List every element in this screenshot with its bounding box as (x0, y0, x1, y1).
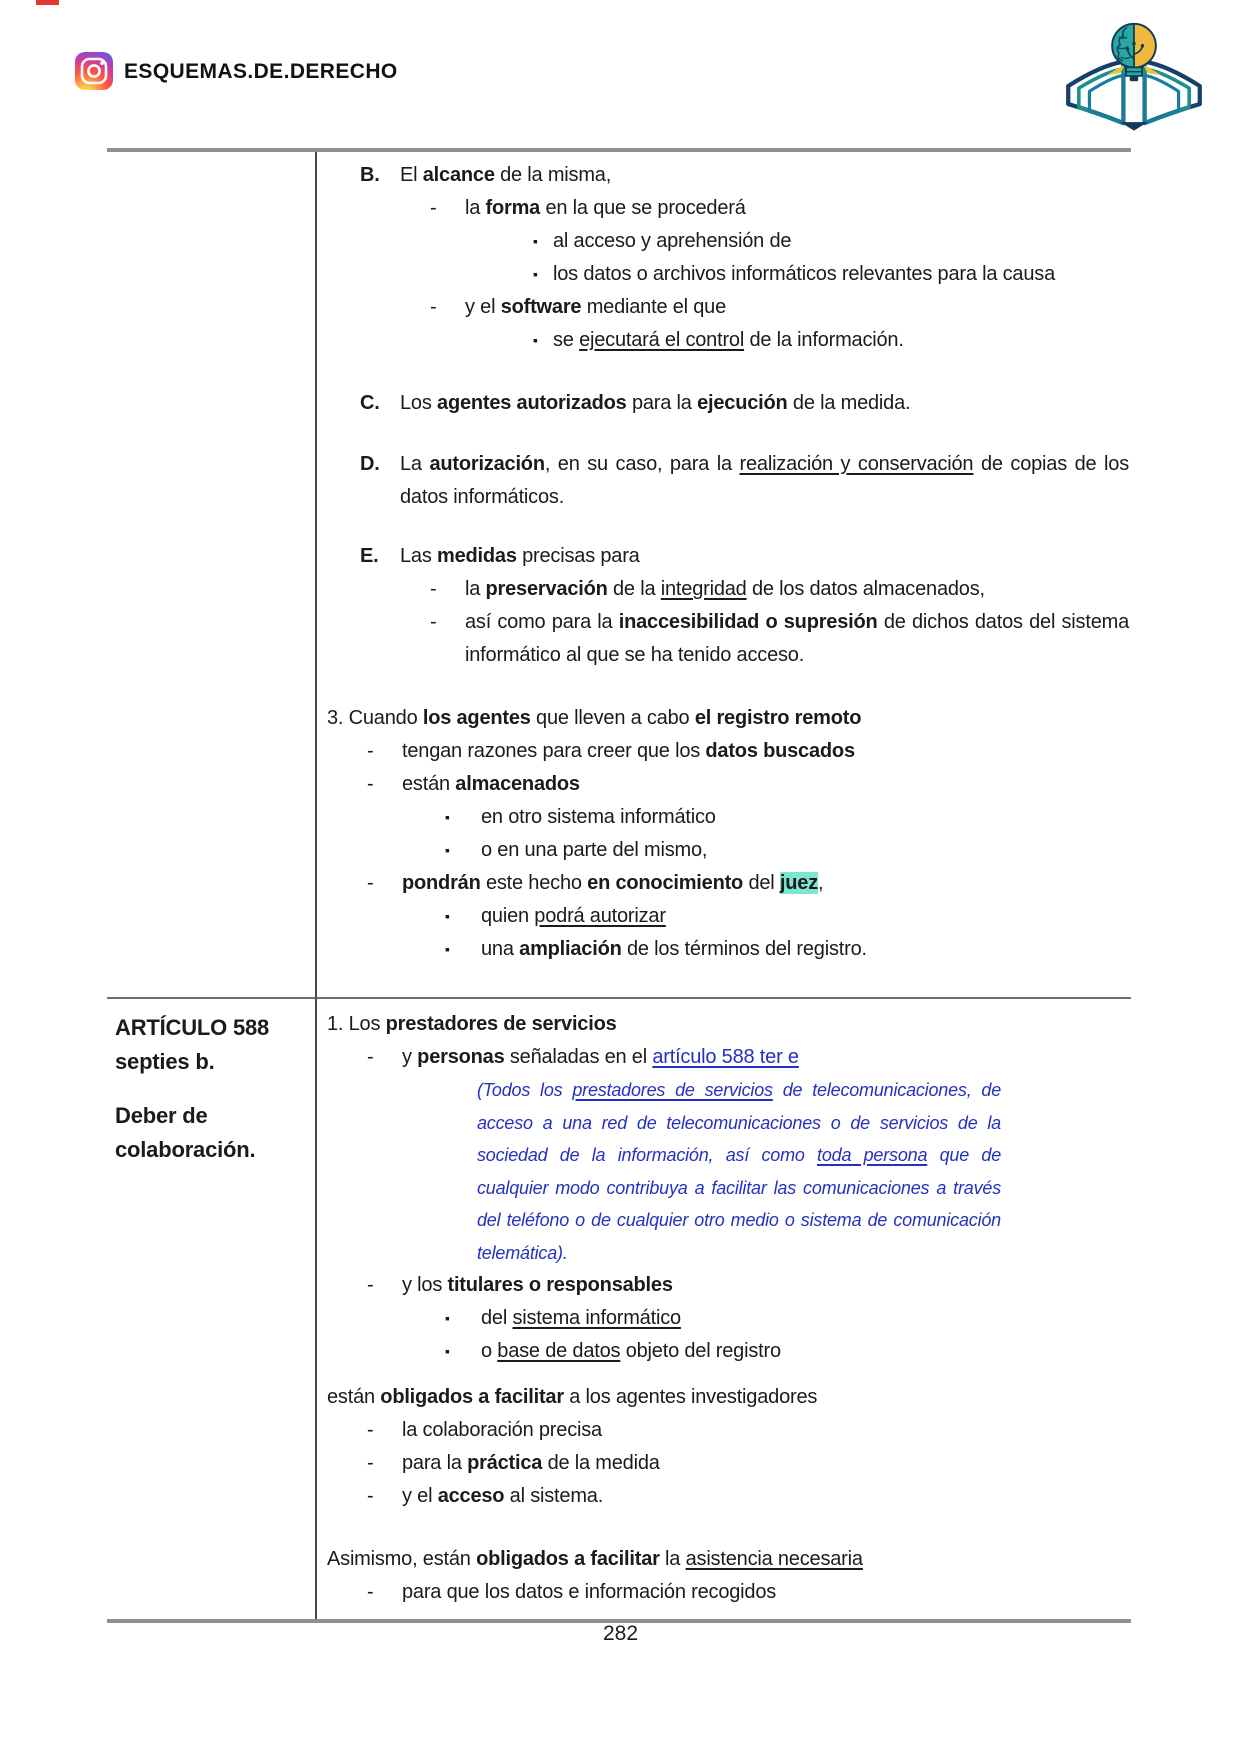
bullet-marker: - (430, 611, 437, 633)
bullet-marker: E. (360, 545, 379, 567)
text-run: de la misma, (494, 164, 612, 186)
text-run: integridad (660, 578, 747, 600)
text-run: la (659, 1548, 686, 1570)
text-run: en otro sistema informático (481, 806, 716, 828)
text-run: forma (485, 197, 541, 219)
text-run: Asimismo, están (327, 1548, 477, 1570)
outline-line (317, 540, 1129, 573)
text-run: obligados a facilitar (476, 1548, 660, 1570)
table-cell-row1-content (317, 152, 1131, 997)
schema-table (107, 148, 1131, 1623)
text-run: acceso (437, 1485, 505, 1507)
text-run: de copias de los datos informáticos. (400, 453, 1129, 508)
table-cell-article-title (107, 997, 317, 1619)
bullet-marker: - (367, 1485, 374, 1507)
text-run: de telecomunicaciones, de acceso a una red de telecomunicaciones o de servicios de la sociedad de la información, así como (477, 1080, 1002, 1165)
text-run: sistema informático (512, 1307, 681, 1329)
text-run: y el (465, 296, 501, 318)
text-run: prestadores de servicios (572, 1080, 773, 1100)
text-run: autorización (429, 453, 545, 475)
bullet-marker: D. (360, 453, 380, 475)
outline-line (317, 1269, 1129, 1302)
text-run: precisas para (516, 545, 640, 567)
text-run: los agentes (422, 707, 531, 729)
text-run: la colaboración precisa (402, 1419, 602, 1441)
text-run: que lleven a cabo (530, 707, 695, 729)
text-run: a los agentes investigadores (563, 1386, 818, 1408)
page-header (75, 48, 1191, 128)
text-run: la (465, 197, 486, 219)
text-run: y (402, 1046, 418, 1068)
bullet-marker: - (367, 740, 374, 762)
text-run: de la información. (744, 329, 904, 351)
text-run: de la medida (542, 1452, 660, 1474)
outline-line (317, 1414, 1129, 1447)
text-run: alcance (422, 164, 495, 186)
text-run: Las (400, 545, 438, 567)
text-run: ampliación (519, 938, 622, 960)
text-run: pondrán (402, 872, 481, 894)
bullet-marker: ▪ (445, 809, 450, 825)
text-run: una (481, 938, 520, 960)
outline-line (317, 1381, 1129, 1414)
text-run: tengan razones para creer que los (402, 740, 706, 762)
bullet-marker: ▪ (533, 233, 538, 249)
text-run: para que los datos e información recogidos (402, 1581, 777, 1603)
text-run: ejecutará el control (579, 329, 745, 351)
text-run: asistencia necesaria (685, 1548, 863, 1570)
bullet-marker: - (367, 1452, 374, 1474)
text-run: del (743, 872, 780, 894)
text-run: la (465, 578, 486, 600)
bullet-marker: - (367, 1419, 374, 1441)
text-run: al sistema. (504, 1485, 604, 1507)
outline-line (317, 801, 1129, 834)
outline-line (317, 1480, 1129, 1513)
outline-line (317, 573, 1129, 606)
text-run: agentes autorizados (437, 392, 627, 414)
outline-line (317, 159, 1129, 192)
text-run: de dichos datos del sistema informático al que se ha tenido acceso. (465, 611, 1129, 666)
text-run: ARTÍCULO 588 (115, 1015, 270, 1040)
instagram-icon (75, 52, 113, 90)
bullet-marker: B. (360, 164, 380, 186)
text-run: datos buscados (705, 740, 855, 762)
table-cell-row1-left-empty (107, 152, 317, 997)
outline-line (317, 1008, 1129, 1041)
bullet-marker: - (367, 872, 374, 894)
text-run: Los (400, 392, 438, 414)
text-run: en conocimiento (587, 872, 744, 894)
bullet-marker: ▪ (445, 941, 450, 957)
bullet-marker: ▪ (533, 266, 538, 282)
text-run: 1. Los (327, 1013, 386, 1035)
text-run: toda persona (817, 1145, 928, 1165)
bullet-marker: - (367, 1581, 374, 1603)
text-run: se (553, 329, 580, 351)
text-run: del (481, 1307, 513, 1329)
outline-line (317, 1335, 1129, 1368)
text-run: están (327, 1386, 381, 1408)
outline-line (115, 1133, 309, 1167)
article-588-ter-e-link[interactable]: artículo 588 ter e (652, 1046, 799, 1068)
outline-line (317, 834, 1129, 867)
text-run: ejecución (697, 392, 788, 414)
bullet-marker: - (367, 1046, 374, 1068)
outline-line (317, 387, 1129, 420)
text-run: o (481, 1340, 498, 1362)
text-run: señaladas en el (504, 1046, 653, 1068)
text-run: de la (607, 578, 661, 600)
outline-line (317, 933, 1129, 966)
text-run: preservación (485, 578, 608, 600)
text-run: 3. Cuando (327, 707, 423, 729)
bullet-marker: - (367, 1274, 374, 1296)
outline-line (317, 1543, 1129, 1576)
text-run: y los (402, 1274, 448, 1296)
text-run: obligados a facilitar (380, 1386, 564, 1408)
text-run: inaccesibilidad o supresión (618, 611, 878, 633)
text-run: personas (417, 1046, 505, 1068)
outline-line (115, 1011, 309, 1045)
text-run: realización y conservación (739, 453, 974, 475)
text-run: objeto del registro (620, 1340, 781, 1362)
brand-name: ESQUEMAS.DE.DERECHO (124, 60, 398, 83)
text-run: medidas (437, 545, 517, 567)
bullet-marker: ▪ (533, 332, 538, 348)
outline-line (317, 606, 1129, 672)
bullet-marker: - (367, 773, 374, 795)
outline-line (317, 867, 1129, 900)
text-run: , (818, 872, 824, 894)
text-run: software (500, 296, 582, 318)
text-run: almacenados (455, 773, 580, 795)
text-run: al acceso y aprehensión de (553, 230, 792, 252)
text-run: quien (481, 905, 535, 927)
text-run: o en una parte del mismo, (481, 839, 708, 861)
text-run: en la que se procederá (540, 197, 746, 219)
text-run: , en su caso, para la (544, 453, 740, 475)
outline-line (115, 1045, 309, 1079)
text-run: juez (779, 872, 819, 894)
text-run: (Todos los (477, 1080, 573, 1100)
bullet-marker: - (430, 578, 437, 600)
outline-line (317, 225, 1129, 258)
text-run: La (400, 453, 430, 475)
bullet-marker: - (430, 197, 437, 219)
outline-line (317, 900, 1129, 933)
text-run: para la (626, 392, 698, 414)
text-run: titulares o responsables (447, 1274, 673, 1296)
outline-line (317, 1447, 1129, 1480)
text-run: de los términos del registro. (621, 938, 867, 960)
text-run: de la medida. (787, 392, 911, 414)
bullet-marker: ▪ (445, 1310, 450, 1326)
outline-line (317, 702, 1129, 735)
outline-line (317, 448, 1129, 514)
bullet-marker: C. (360, 392, 380, 414)
text-run: mediante el que (581, 296, 727, 318)
outline-line (317, 324, 1129, 357)
text-run: Deber de (115, 1103, 208, 1128)
bullet-marker: - (430, 296, 437, 318)
outline-line (317, 1041, 1129, 1074)
text-run: colaboración. (115, 1137, 256, 1162)
page-number: 282 (602, 1622, 639, 1645)
text-run: y el (402, 1485, 438, 1507)
outline-line (317, 768, 1129, 801)
outline-line (317, 258, 1129, 291)
outline-line (317, 1576, 1129, 1609)
text-run: el registro remoto (694, 707, 862, 729)
text-run: los datos o archivos informáticos relevantes para la causa (553, 263, 1055, 285)
text-run: podrá autorizar (534, 905, 666, 927)
text-run: prestadores de servicios (385, 1013, 617, 1035)
outline-line (317, 1074, 1129, 1269)
table-cell-article-588-septies-b-content (317, 997, 1131, 1619)
text-run: para la (402, 1452, 468, 1474)
text-run: base de datos (497, 1340, 621, 1362)
outline-line (317, 1302, 1129, 1335)
outline-line (115, 1099, 309, 1133)
bullet-marker: ▪ (445, 842, 450, 858)
instagram-camera-glyph (75, 52, 113, 90)
text-run: práctica (467, 1452, 543, 1474)
text-run: están (402, 773, 456, 795)
text-run: El (400, 164, 423, 186)
text-run: así como para la (465, 611, 619, 633)
text-run: de los datos almacenados, (746, 578, 985, 600)
brain-lightbulb-book-logo (1059, 16, 1209, 138)
outline-line (317, 735, 1129, 768)
red-corner-mark (36, 0, 59, 5)
text-run: este hecho (480, 872, 588, 894)
outline-line (317, 291, 1129, 324)
text-run: septies b. (115, 1049, 215, 1074)
outline-line (317, 192, 1129, 225)
bullet-marker: ▪ (445, 1343, 450, 1359)
text-run: que de cualquier modo contribuya a facilitar las comunicaciones a través del teléfono o de cualquier otro medio o sistema de comunicación telemática). (477, 1145, 1002, 1263)
bullet-marker: ▪ (445, 908, 450, 924)
